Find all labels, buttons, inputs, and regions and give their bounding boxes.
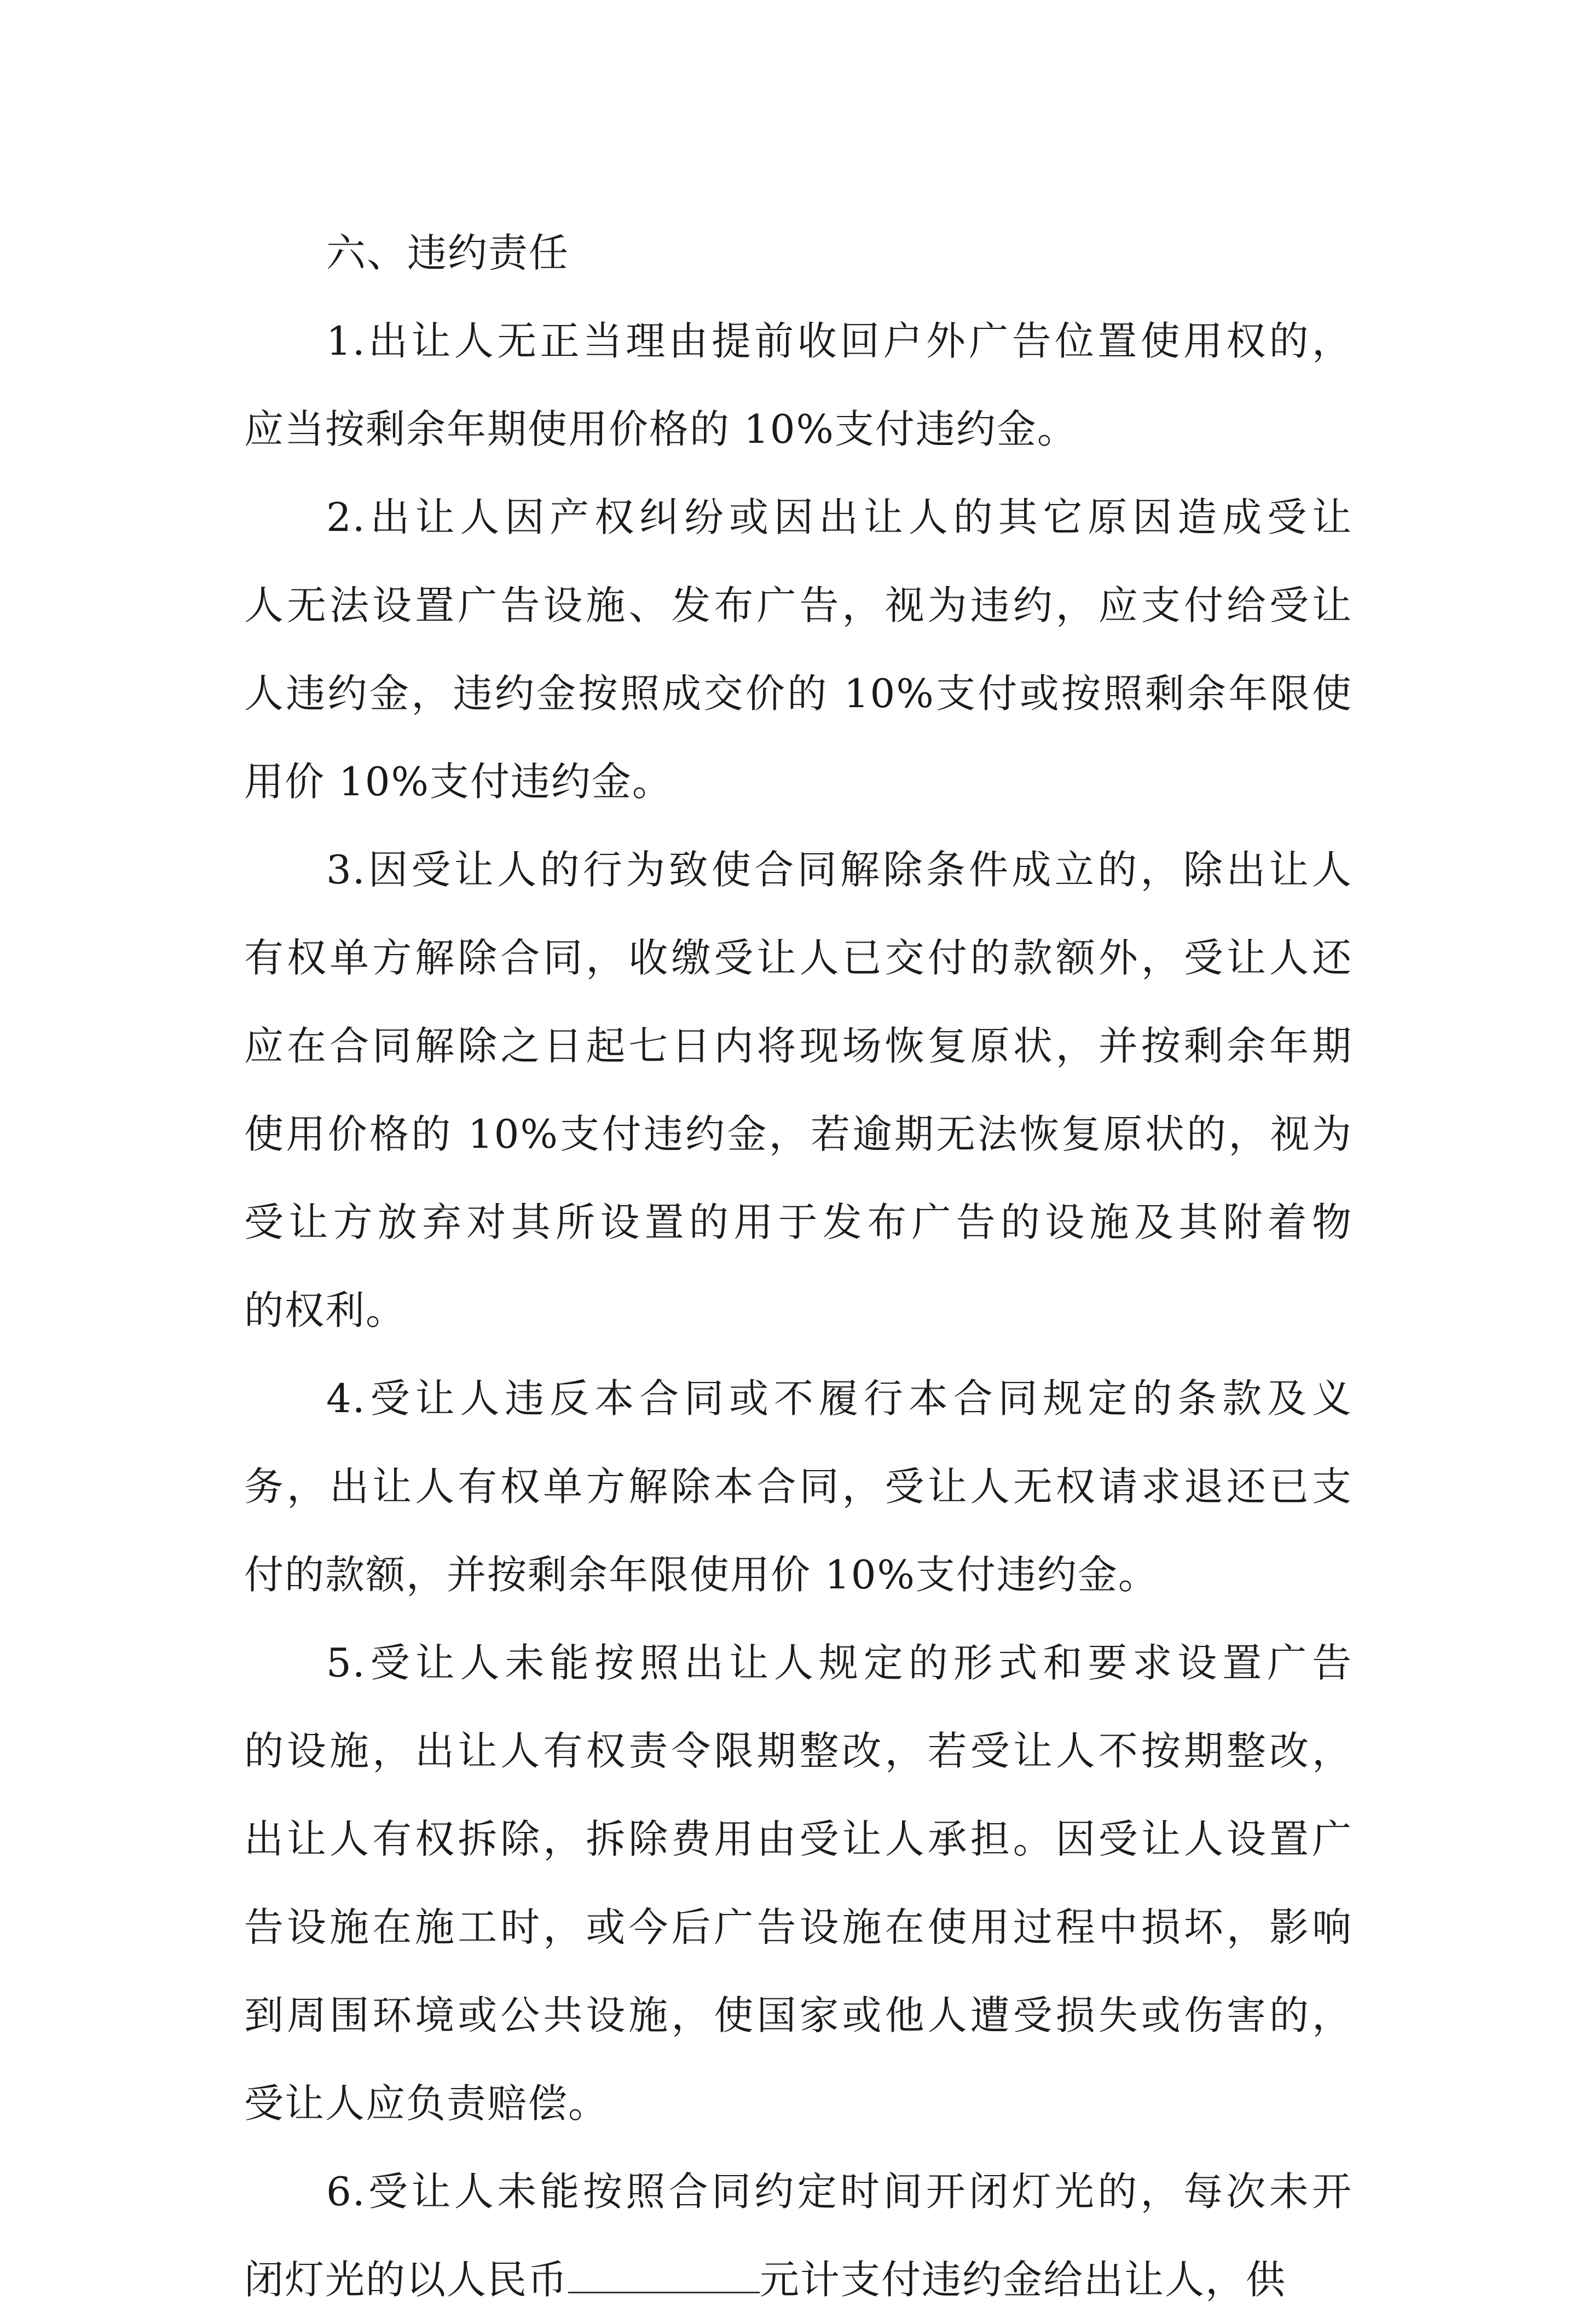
clause-5-line-6: 受让人应负责赔偿。	[244, 2080, 609, 2126]
clause-6-line-2-before: 闭灯光的以人民币	[244, 2257, 569, 2303]
clause-5-line-1: 5.受让人未能按照出让人规定的形式和要求设置广告	[326, 1640, 1352, 1686]
clause-6-line-2-after: 元计支付违约金给出让人，供	[760, 2257, 1287, 2303]
amount-blank-field	[568, 2253, 760, 2293]
clause-3-line-5: 受让方放弃对其所设置的用于发布广告的设施及其附着物	[244, 1199, 1352, 1245]
clause-4-line-1: 4.受让人违反本合同或不履行本合同规定的条款及义	[326, 1375, 1352, 1421]
clause-5-line-3: 出让人有权拆除，拆除费用由受让人承担。因受让人设置广	[244, 1816, 1352, 1862]
clause-1-line-2: 应当按剩余年期使用价格的 10%支付违约金。	[244, 406, 1078, 452]
clause-3-line-6: 的权利。	[244, 1287, 407, 1333]
clause-3-line-2: 有权单方解除合同，收缴受让人已交付的款额外，受让人还	[244, 935, 1352, 981]
clause-4-line-3: 付的款额，并按剩余年限使用价 10%支付违约金。	[244, 1552, 1159, 1598]
clause-3-line-4: 使用价格的 10%支付违约金，若逾期无法恢复原状的，视为	[244, 1111, 1352, 1157]
clause-3-line-3: 应在合同解除之日起七日内将现场恢复原状，并按剩余年期	[244, 1023, 1352, 1069]
clause-6-line-1: 6.受让人未能按照合同约定时间开闭灯光的，每次未开	[326, 2169, 1352, 2215]
clause-4-line-2: 务，出让人有权单方解除本合同，受让人无权请求退还已支	[244, 1464, 1352, 1510]
document-body	[244, 209, 1352, 2324]
clause-6-line-2	[244, 2236, 1352, 2324]
clause-1-line-1: 1.出让人无正当理由提前收回户外广告位置使用权的，	[326, 318, 1352, 364]
clause-2-line-2: 人无法设置广告设施、发布广告，视为违约，应支付给受让	[244, 582, 1352, 628]
clause-5-line-4: 告设施在施工时，或今后广告设施在使用过程中损坏，影响	[244, 1904, 1352, 1950]
section-heading: 六、违约责任	[326, 230, 570, 276]
clause-2-line-4: 用价 10%支付违约金。	[244, 759, 673, 805]
clause-2-line-1: 2.出让人因产权纠纷或因出让人的其它原因造成受让	[326, 494, 1352, 540]
clause-5-line-5: 到周围环境或公共设施，使国家或他人遭受损失或伤害的，	[244, 1992, 1352, 2038]
clause-5-line-2: 的设施，出让人有权责令限期整改，若受让人不按期整改，	[244, 1728, 1352, 1774]
clause-3-line-1: 3.因受让人的行为致使合同解除条件成立的，除出让人	[326, 847, 1352, 893]
clause-2-line-3: 人违约金，违约金按照成交价的 10%支付或按照剩余年限使	[244, 670, 1352, 716]
